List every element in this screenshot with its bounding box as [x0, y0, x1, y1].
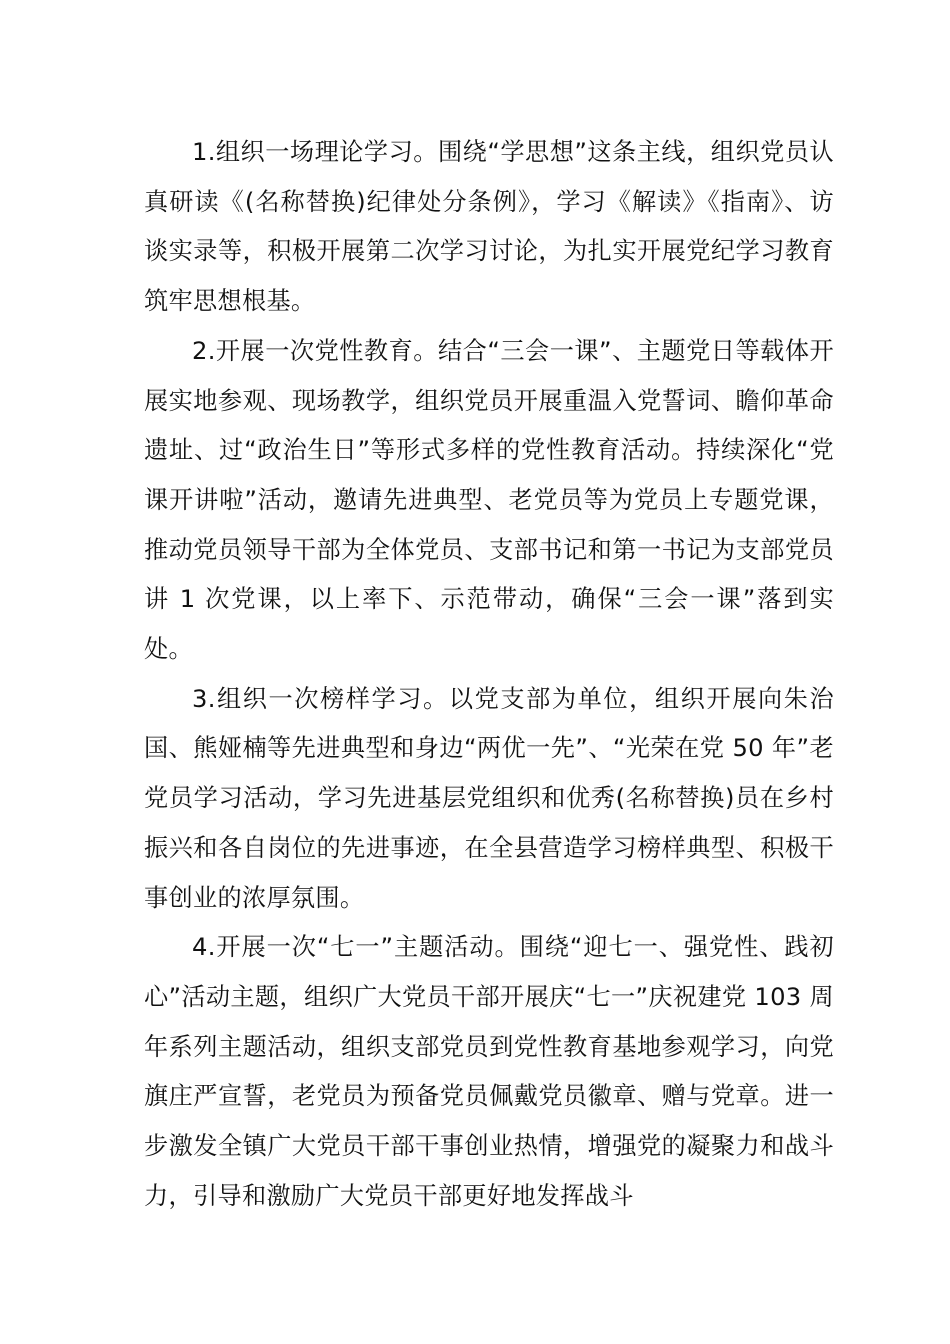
paragraph-party-spirit-education: 2.开展一次党性教育。结合“三会一课”、主题党日等载体开展实地参观、现场教学，组织党员开展重温入党誓词、瞻仰革命遗址、过“政治生日”等形式多样的党性教育活动。持续深化“党课开讲啦”活动，邀请先进典型、老党员等为党员上专题党课，推动党员领导干部为全体党员、支部书记和第一书记为支部党员讲 1 次党课，以上率下、示范带动，确保“三会一课”落到实处。 — [144, 336, 834, 664]
paragraph-role-model-study: 3.组织一次榜样学习。以党支部为单位，组织开展向朱治国、熊娅楠等先进典型和身边“两优一先”、“光荣在党 50 年”老党员学习活动，学习先进基层党组织和优秀(名称替换)员在乡村振兴和各自岗位的先进事迹，在全县营造学习榜样典型、积极干事创业的浓厚氛围。 — [144, 684, 834, 912]
document-body — [144, 128, 834, 1221]
paragraph-theory-study: 1.组织一场理论学习。围绕“学思想”这条主线，组织党员认真研读《(名称替换)纪律处分条例》，学习《解读》《指南》、访谈实录等，积极开展第二次学习讨论，为扎实开展党纪学习教育筑牢思想根基。 — [144, 138, 834, 316]
paragraph-july-first-activity: 4.开展一次“七一”主题活动。围绕“迎七一、强党性、践初心”活动主题，组织广大党员干部开展庆“七一”庆祝建党 103 周年系列主题活动，组织支部党员到党性教育基地参观学习，向党旗庄严宣誓，老党员为预备党员佩戴党员徽章、赠与党章。进一步激发全镇广大党员干部干事创业热情，增强党的凝聚力和战斗力，引导和激励广大党员干部更好地发挥战斗 — [144, 933, 834, 1210]
